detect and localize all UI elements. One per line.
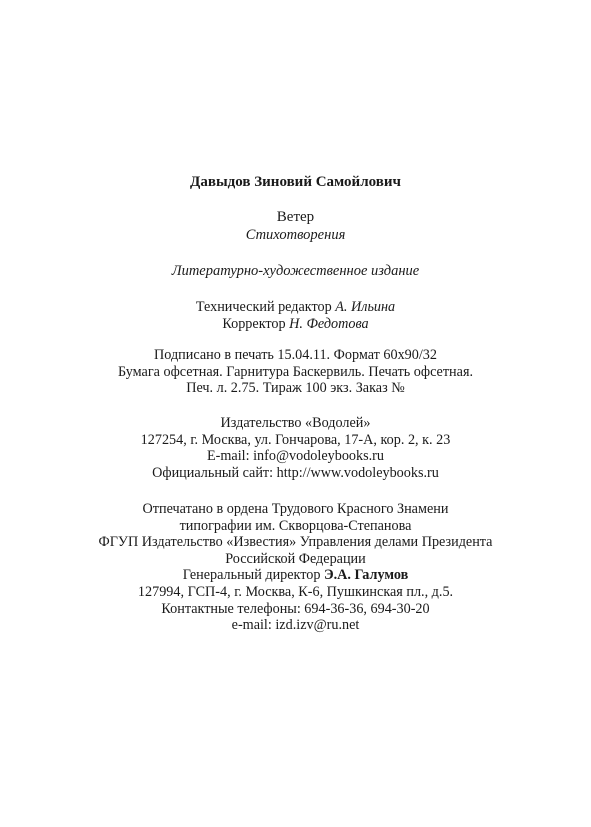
staff-block bbox=[0, 299, 591, 332]
book-title: Ветер bbox=[276, 209, 315, 225]
director-label: Генеральный директор bbox=[182, 567, 321, 584]
printer-line-4: Российской Федерации bbox=[225, 550, 366, 567]
printer-email: e-mail: izd.izv@ru.net bbox=[231, 617, 360, 634]
printer-line-1: Отпечатано в ордена Трудового Красного Знамени bbox=[142, 501, 449, 517]
printer-line-3: ФГУП Издательство «Известия» Управления делами Президента bbox=[98, 534, 493, 551]
author-name bbox=[0, 174, 591, 191]
edition-kind-line: Литературно-художественное издание bbox=[171, 263, 420, 279]
print-info-line-3: Печ. л. 2.75. Тираж 100 экз. Заказ № bbox=[186, 380, 405, 397]
publisher-address: 127254, г. Москва, ул. Гончарова, 17-А, кор. 2, к. 23 bbox=[140, 431, 451, 448]
edition-kind bbox=[0, 263, 591, 280]
publisher-name: Издательство «Водолей» bbox=[220, 415, 371, 431]
proofreader-label: Корректор bbox=[222, 315, 286, 332]
book-subtitle: Стихотворения bbox=[245, 227, 346, 243]
print-info-block bbox=[0, 347, 591, 397]
title-block bbox=[0, 208, 591, 244]
printer-phones: Контактные телефоны: 694-36-36, 694-30-20 bbox=[161, 600, 430, 617]
printer-block bbox=[0, 501, 591, 634]
tech-editor-name: А. Ильина bbox=[335, 299, 396, 315]
tech-editor-label: Технический редактор bbox=[195, 299, 332, 315]
print-info-line-2: Бумага офсетная. Гарнитура Баскервиль. Печать офсетная. bbox=[117, 363, 474, 380]
print-info-line-1: Подписано в печать 15.04.11. Формат 60х90/32 bbox=[154, 347, 437, 363]
proofreader-line bbox=[0, 316, 591, 333]
printer-address: 127994, ГСП-4, г. Москва, К-6, Пушкинская пл., д.5. bbox=[137, 583, 454, 600]
proofreader-name: Н. Федотова bbox=[289, 315, 369, 332]
printer-line-2: типографии им. Скворцова-Степанова bbox=[179, 517, 412, 534]
author-line: Давыдов Зиновий Самойлович bbox=[190, 174, 401, 190]
tech-editor-line bbox=[0, 299, 591, 316]
director-name: Э.А. Галумов bbox=[324, 567, 409, 584]
publisher-site: Официальный сайт: http://www.vodoleybooks.ru bbox=[152, 464, 439, 481]
publisher-block bbox=[0, 415, 591, 481]
director-line bbox=[0, 567, 591, 584]
publisher-email: E-mail: info@vodoleybooks.ru bbox=[207, 448, 384, 465]
